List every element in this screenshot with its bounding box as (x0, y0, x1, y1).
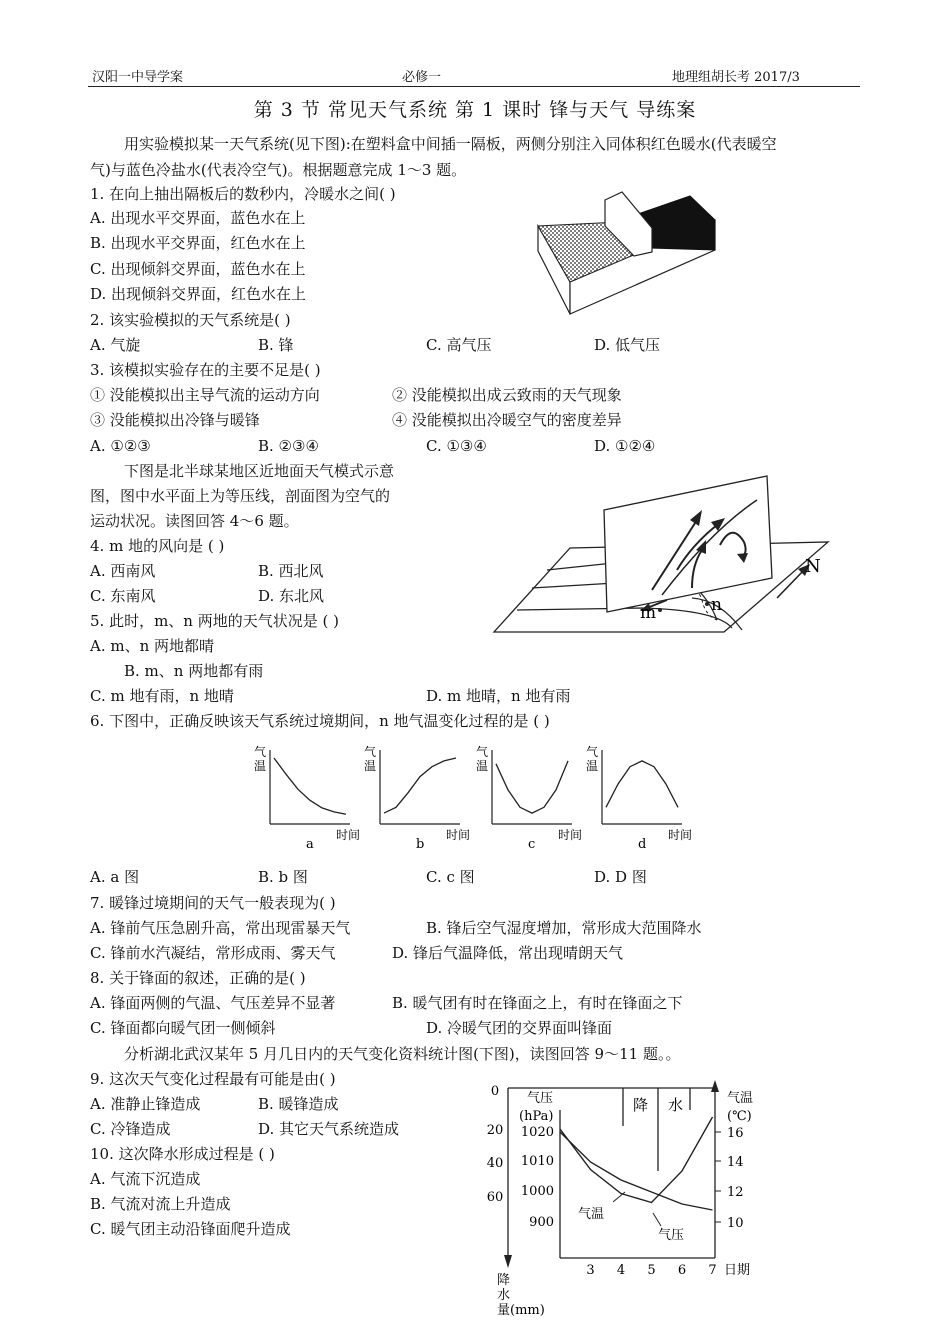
intro-1a: 用实验模拟某一天气系统(见下图):在塑料盒中间插一隔板，两侧分别注入同体积红色暖水(代表暖空 (124, 135, 777, 153)
q6-d: D. D 图 (594, 868, 647, 886)
q3-c: C. ①③④ (426, 437, 487, 455)
q4-a: A. 西南风 (90, 562, 156, 580)
header-center: 必修一 (402, 70, 442, 85)
precip-axis-label-2: 水 (497, 1288, 511, 1303)
q3-a: A. ①②③ (90, 437, 151, 455)
intro-2a: 下图是北半球某地区近地面天气模式示意 (124, 462, 395, 480)
date-tick: 7 (708, 1263, 717, 1278)
precip-axis-label-1: 降 (497, 1273, 511, 1288)
point-m-label: m (640, 603, 657, 623)
q4-b: B. 西北风 (258, 562, 324, 580)
q5-b: B. m、n 两地都有雨 (124, 662, 264, 680)
mini-y-label-1: 气 (476, 745, 489, 759)
north-label: N (805, 556, 821, 577)
q9-a: A. 准静止锋造成 (90, 1095, 201, 1113)
header-right: 地理组胡长考 2017/3 (672, 70, 800, 85)
q5-a: A. m、n 两地都晴 (90, 637, 215, 655)
date-tick: 4 (616, 1263, 626, 1278)
mini-chart-c (476, 744, 582, 852)
q2: 2. 该实验模拟的天气系统是( ) (90, 311, 291, 329)
intro-3: 分析湖北武汉某年 5 月几日内的天气变化资料统计图(下图)，读图回答 9～11 题。。 (124, 1045, 681, 1063)
q2-a: A. 气旋 (90, 336, 141, 354)
pressure-tick: 1010 (520, 1154, 554, 1169)
point-n-label: n (711, 595, 722, 615)
intro-2b: 图，图中水平面上为等压线，剖面图为空气的 (90, 487, 391, 505)
mini-y-label-2: 温 (586, 759, 599, 773)
precip-tick-20: 20 (486, 1123, 504, 1138)
q3-s2: ② 没能模拟出成云致雨的天气现象 (392, 386, 622, 404)
q1-d: D. 出现倾斜交界面，红色水在上 (90, 285, 307, 303)
mini-chart-name: d (638, 837, 647, 852)
pressure-axis-unit: (hPa) (519, 1109, 554, 1124)
q10: 10. 这次降水形成过程是 ( ) (90, 1145, 275, 1163)
mini-x-label: 时间 (558, 828, 583, 842)
q6: 6. 下图中，正确反映该天气系统过境期间，n 地气温变化过程的是 ( ) (90, 712, 550, 730)
q6-a: A. a 图 (90, 868, 140, 886)
intro-1b: 气)与蓝色冷盐水(代表冷空气)。根据题意完成 1～3 题。 (90, 161, 467, 179)
temperature-line (560, 1117, 713, 1203)
q1-b: B. 出现水平交界面，红色水在上 (90, 234, 306, 252)
mini-chart-b (364, 744, 470, 852)
q7: 7. 暖锋过境期间的天气一般表现为( ) (90, 894, 336, 912)
date-tick: 6 (677, 1263, 687, 1278)
mini-x-label: 时间 (668, 828, 693, 842)
pressure-tick: 900 (529, 1215, 554, 1230)
q7-c: C. 锋前水汽凝结，常形成雨、雾天气 (90, 944, 336, 962)
precip-tick-60: 60 (486, 1190, 504, 1205)
pressure-curve-label: 气压 (658, 1228, 685, 1243)
temp-tick: 14 (727, 1155, 744, 1170)
header-left: 汉阳一中导学案 (92, 70, 184, 85)
mini-x-label: 时间 (336, 828, 361, 842)
x-axis-label: 日期 (724, 1263, 751, 1278)
q2-b: B. 锋 (258, 336, 294, 354)
mini-y-label-2: 温 (364, 759, 377, 773)
q9-b: B. 暖锋造成 (258, 1095, 339, 1113)
rain-label-2: 水 (668, 1096, 684, 1114)
pressure-tick: 1000 (520, 1184, 554, 1199)
q4: 4. m 地的风向是 ( ) (90, 537, 225, 555)
q7-d: D. 锋后气温降低，常出现晴朗天气 (392, 944, 624, 962)
q9-c: C. 冷锋造成 (90, 1120, 171, 1138)
q10-c: C. 暖气团主动沿锋面爬升造成 (90, 1220, 291, 1238)
temperature-mini-charts (250, 742, 710, 857)
q7-b: B. 锋后空气湿度增加，常形成大范围降水 (426, 919, 702, 937)
mini-y-label-2: 温 (476, 759, 489, 773)
mini-x-label: 时间 (446, 828, 471, 842)
page-title: 第 3 节 常见天气系统 第 1 课时 锋与天气 导练案 (253, 99, 697, 121)
q1-c: C. 出现倾斜交界面，蓝色水在上 (90, 260, 306, 278)
temp-tick: 16 (727, 1126, 744, 1141)
q5: 5. 此时，m、n 两地的天气状况是 ( ) (90, 612, 339, 630)
q8-d: D. 冷暖气团的交界面叫锋面 (426, 1019, 613, 1037)
precip-axis-arrowhead (504, 1255, 512, 1268)
front-model-figure (492, 470, 832, 638)
intro-2c: 运动状况。读图回答 4～6 题。 (90, 512, 299, 530)
precip-tick-0: 0 (490, 1084, 500, 1099)
mini-chart-name: b (416, 837, 425, 852)
q10-b: B. 气流对流上升造成 (90, 1195, 231, 1213)
q4-c: C. 东南风 (90, 587, 156, 605)
q2-d: D. 低气压 (594, 336, 661, 354)
pressure-axis-label: 气压 (527, 1091, 554, 1106)
date-tick: 5 (647, 1263, 656, 1278)
point-m-dot (658, 608, 662, 612)
q8-c: C. 锋面都向暖气团一侧倾斜 (90, 1019, 276, 1037)
q4-d: D. 东北风 (258, 587, 325, 605)
date-tick: 3 (586, 1263, 595, 1278)
q8: 8. 关于锋面的叙述，正确的是( ) (90, 969, 306, 987)
q3-s1: ① 没能模拟出主导气流的运动方向 (90, 386, 320, 404)
q2-c: C. 高气压 (426, 336, 492, 354)
header-rule (88, 86, 860, 87)
q1: 1. 在向上抽出隔板后的数秒内，冷暖水之间( ) (90, 185, 396, 203)
temp-axis-label: 气温 (727, 1091, 754, 1106)
q3-b: B. ②③④ (258, 437, 319, 455)
mini-chart-a (254, 744, 360, 852)
temp-curve-label: 气温 (578, 1207, 605, 1222)
q7-a: A. 锋前气压急剧升高，常出现雷暴天气 (90, 919, 351, 937)
mini-curve (496, 761, 568, 813)
q5-d: D. m 地晴，n 地有雨 (426, 687, 571, 705)
pressure-tick: 1020 (520, 1125, 554, 1140)
mini-y-label-1: 气 (254, 745, 267, 759)
mini-chart-name: c (528, 837, 536, 852)
q9-d: D. 其它天气系统造成 (258, 1120, 400, 1138)
right-axis-arrowhead (711, 1080, 719, 1092)
mini-curve (384, 758, 456, 813)
q3: 3. 该模拟实验存在的主要不足是( ) (90, 361, 321, 379)
pressure-label-pointer (653, 1213, 661, 1226)
mini-curve (274, 758, 346, 814)
q9: 9. 这次天气变化过程最有可能是由( ) (90, 1070, 336, 1088)
temp-tick: 12 (727, 1185, 744, 1200)
q8-b: B. 暖气团有时在锋面之上，有时在锋面之下 (392, 994, 683, 1012)
q3-s4: ④ 没能模拟出冷暖空气的密度差异 (392, 411, 622, 429)
q8-a: A. 锋面两侧的气温、气压差异不显著 (90, 994, 336, 1012)
mini-chart-name: a (306, 837, 314, 852)
mini-chart-d (586, 744, 692, 852)
q6-b: B. b 图 (258, 868, 308, 886)
precip-tick-40: 40 (486, 1156, 504, 1171)
point-n-dot (705, 602, 709, 606)
rain-label-1: 降 (633, 1096, 649, 1114)
mini-curve (606, 761, 678, 807)
precip-axis-label-3: 量(mm) (497, 1303, 545, 1318)
q3-d: D. ①②④ (594, 437, 656, 455)
experiment-box-figure (530, 186, 730, 326)
q10-a: A. 气流下沉造成 (90, 1170, 201, 1188)
q3-s3: ③ 没能模拟出冷锋与暖锋 (90, 411, 260, 429)
q5-c: C. m 地有雨，n 地晴 (90, 687, 234, 705)
temp-axis-unit: (℃) (727, 1109, 752, 1124)
mini-y-label-1: 气 (586, 745, 599, 759)
temp-tick: 10 (727, 1216, 744, 1231)
mini-y-label-1: 气 (364, 745, 377, 759)
q6-c: C. c 图 (426, 868, 475, 886)
mini-y-label-2: 温 (254, 759, 267, 773)
q1-a: A. 出现水平交界面，蓝色水在上 (90, 209, 306, 227)
weather-change-chart (475, 1080, 785, 1320)
